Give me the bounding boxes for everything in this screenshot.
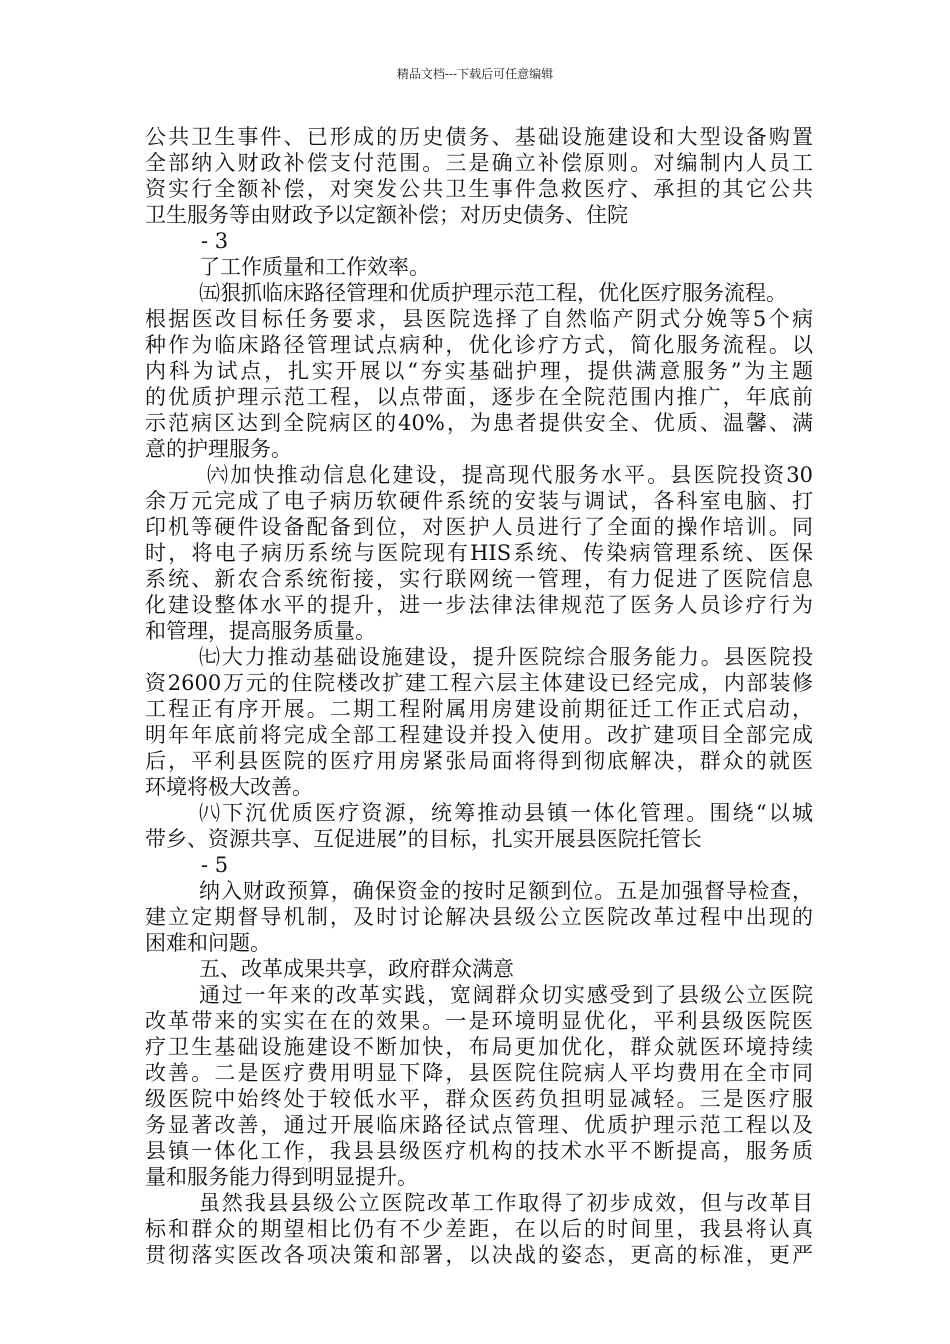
text-line: 明年年底前将完成全部工程建设并投入使用。改扩建项目全部完成 (145, 723, 813, 747)
text-line: 工程正有序开展。二期工程附属用房建设前期征迁工作正式启动， (145, 697, 813, 721)
text-line: 系统、新农合系统衔接，实行联网统一管理，有力促进了医院信息 (145, 567, 813, 591)
text-line: 公共卫生事件、已形成的历史债务、基础设施建设和大型设备购置 (145, 125, 813, 149)
text-line: 余万元完成了电子病历软硬件系统的安装与调试，各科室电脑、打 (145, 489, 813, 513)
text-line: 资实行全额补偿，对突发公共卫生事件急救医疗、承担的其它公共 (145, 177, 813, 201)
text-line: 卫生服务等由财政予以定额补偿；对历史债务、住院 (145, 203, 628, 227)
text-line: 根据医改目标任务要求，县医院选择了自然临产阴式分娩等5个病 (145, 307, 813, 331)
text-line: ㈥加快推动信息化建设，提高现代服务水平。县医院投资30 (207, 463, 813, 487)
page-number: - 5 (201, 853, 229, 877)
text-line: ㈧下沉优质医疗资源，统筹推动县镇一体化管理。围绕“以城 (199, 801, 813, 825)
text-line: 种作为临床路径管理试点病种，优化诊疗方式，简化服务流程。以 (145, 333, 813, 357)
page-number: - 3 (201, 229, 229, 253)
text-line: 虽然我县县级公立医院改革工作取得了初步成效，但与改革目 (199, 1191, 813, 1215)
text-line: 资2600万元的住院楼改扩建工程六层主体建设已经完成，内部装修 (145, 671, 813, 695)
text-line: 量和服务能力得到明显提升。 (145, 1165, 418, 1189)
text-line: 改善。二是医疗费用明显下降，县医院住院病人平均费用在全市同 (145, 1061, 813, 1085)
text-line: 纳入财政预算，确保资金的按时足额到位。五是加强督导检查， (199, 879, 813, 903)
text-line: 县镇一体化工作，我县县级医疗机构的技术水平不断提高，服务质 (145, 1139, 813, 1163)
text-line: 时，将电子病历系统与医院现有HIS系统、传染病管理系统、医保 (145, 541, 813, 565)
text-line: 印机等硬件设备配备到位，对医护人员进行了全面的操作培训。同 (145, 515, 813, 539)
page-header: 精品文档---下载后可任意编辑 (396, 67, 554, 81)
text-line: 贯彻落实医改各项决策和部署，以决战的姿态，更高的标准，更严 (145, 1243, 813, 1267)
text-line: 和管理，提高服务质量。 (145, 619, 376, 643)
text-line: 级医院中始终处于较低水平，群众医药负担明显减轻。三是医疗服 (145, 1087, 813, 1111)
text-line: ㈦大力推动基础设施建设，提升医院综合服务能力。县医院投 (199, 645, 813, 669)
text-line: 了工作质量和工作效率。 (199, 255, 430, 279)
text-line: 疗卫生基础设施建设不断加快，布局更加优化，群众就医环境持续 (145, 1035, 813, 1059)
text-line: 化建设整体水平的提升，进一步法律法律规范了医务人员诊疗行为 (145, 593, 813, 617)
text-line: 全部纳入财政补偿支付范围。三是确立补偿原则。对编制内人员工 (145, 151, 813, 175)
text-line: 务显著改善，通过开展临床路径试点管理、优质护理示范工程以及 (145, 1113, 813, 1137)
text-line: 内科为试点，扎实开展以“夯实基础护理，提供满意服务”为主题 (145, 359, 813, 383)
text-line: 后，平利县医院的医疗用房紧张局面将得到彻底解决，群众的就医 (145, 749, 813, 773)
text-line: 困难和问题。 (145, 931, 271, 955)
text-line: 意的护理服务。 (145, 437, 292, 461)
text-line: 带乡、资源共享、互促进展”的目标，扎实开展县医院托管长 (145, 827, 702, 851)
text-line: ㈤狠抓临床路径管理和优质护理示范工程，优化医疗服务流程。 (199, 281, 787, 305)
text-line: 改革带来的实实在在的效果。一是环境明显优化，平利县级医院医 (145, 1009, 813, 1033)
text-line: 通过一年来的改革实践，宽阔群众切实感受到了县级公立医院 (199, 983, 813, 1007)
text-line: 标和群众的期望相比仍有不少差距，在以后的时间里，我县将认真 (145, 1217, 813, 1241)
text-line: 建立定期督导机制，及时讨论解决县级公立医院改革过程中出现的 (145, 905, 813, 929)
text-line: 环境将极大改善。 (145, 775, 313, 799)
text-line: 的优质护理示范工程，以点带面，逐步在全院范围内推广，年底前 (145, 385, 813, 409)
text-line: 五、改革成果共享，政府群众满意 (199, 957, 514, 981)
text-line: 示范病区达到全院病区的40%，为患者提供安全、优质、温馨、满 (145, 411, 813, 435)
document-body (145, 124, 813, 1268)
